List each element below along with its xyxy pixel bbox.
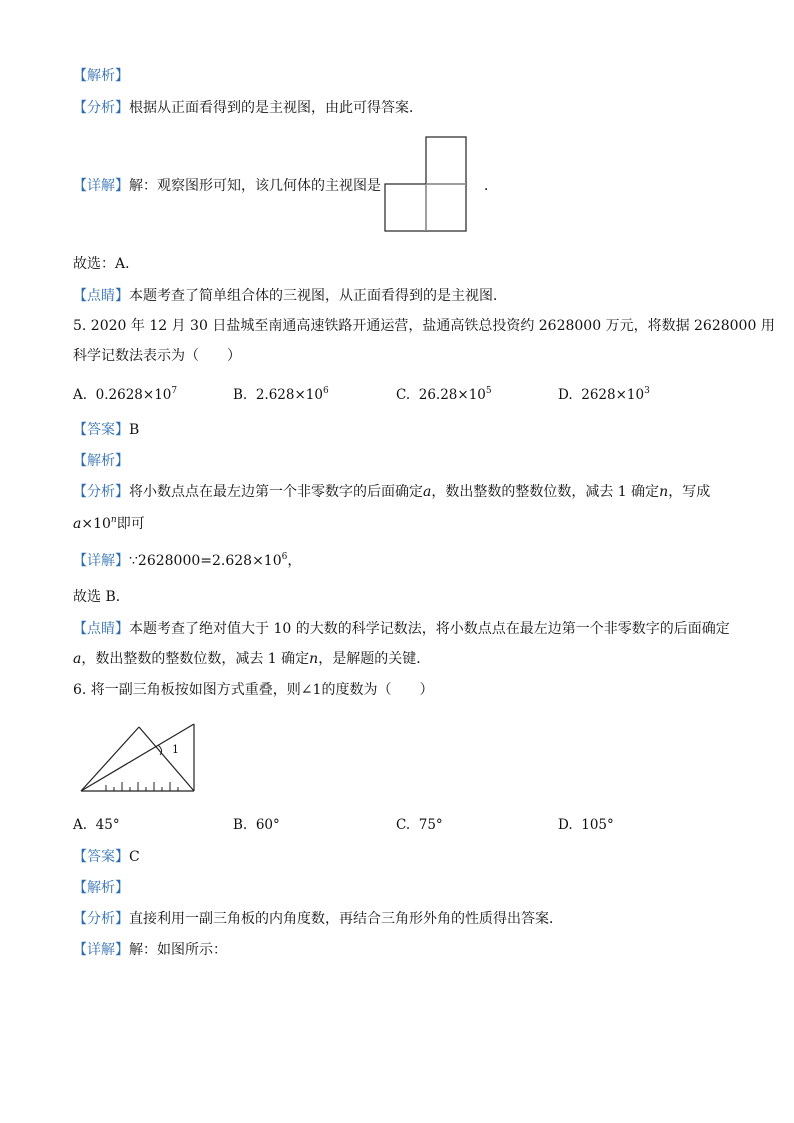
ruler-30-hypotenuse (81, 724, 194, 791)
q5-option-a: A. $0.2628\times 10^7$ (73, 386, 178, 403)
front-view-top-square (426, 137, 466, 184)
q4-detail-end: ． (484, 178, 498, 194)
q5-stem-line1: 5. 2020 年 12 月 30 日盐城至南通高速铁路开通运营，盐通高铁总投资约 2628000 万元，将数据 2628000 用 (73, 318, 775, 334)
q5-analysis-line2: $a\times 10^n$即可 (73, 515, 145, 532)
triangle-rulers-figure (78, 722, 208, 794)
q6-option-c: C. 75° (396, 817, 443, 833)
q6-detail: 【详解】解：如图所示： (73, 942, 227, 958)
q5-answer: 【答案】B (73, 422, 140, 438)
q6-jiexi-heading: 【解析】 (73, 880, 129, 896)
q6-answer: 【答案】C (73, 849, 140, 865)
q5-stem-line2: 科学记数法表示为（ ） (73, 348, 241, 364)
q4-detail: 【详解】解：观察图形可知，该几何体的主视图是 (73, 178, 381, 194)
q4-analysis: 【分析】根据从正面看得到的是主视图，由此可得答案． (73, 100, 423, 116)
q5-option-c: C. $26.28\times 10^5$ (396, 386, 492, 403)
q6-option-a: A. 45° (73, 817, 120, 833)
q4-comment: 【点睛】本题考查了简单组合体的三视图，从正面看得到的是主视图． (73, 288, 507, 304)
ruler-45-hypotenuse (81, 727, 139, 791)
q5-jiexi-heading: 【解析】 (73, 453, 129, 469)
ruler-ticks (106, 782, 178, 791)
q5-detail: 【详解】$\because 2628000=2.628\times 10^6$， (73, 552, 302, 569)
q5-comment-line1: 【点睛】本题考查了绝对值大于 10 的大数的科学记数法，将小数点点在最左边第一个非零数字的后面确定 (73, 621, 730, 637)
q6-option-d: D. 105° (558, 817, 614, 833)
q5-option-d: D. $2628\times 10^3$ (558, 386, 650, 403)
q4-jiexi-heading: 【解析】 (73, 68, 129, 84)
q6-option-b: B. 60° (233, 817, 280, 833)
q6-analysis: 【分析】直接利用一副三角板的内角度数，再结合三角形外角的性质得出答案． (73, 911, 563, 927)
q5-choice: 故选 B． (73, 589, 130, 605)
front-view-figure (383, 136, 467, 234)
q5-comment-line2: a，数出整数的整数位数，减去 1 确定n，是解题的关键． (73, 651, 431, 667)
front-view-right-square (426, 184, 466, 231)
ruler-45-right-side (139, 727, 194, 791)
angle-1-label: 1 (172, 743, 179, 756)
q5-analysis-line1: 【分析】将小数点点在最左边第一个非零数字的后面确定a，数出整数的整数位数，减去 1 确定n，写成 (73, 484, 711, 500)
front-view-left-square (385, 184, 426, 231)
q4-choice: 故选：A． (73, 256, 140, 272)
q6-stem: 6. 将一副三角板按如图方式重叠，则∠1的度数为（ ） (73, 682, 434, 698)
q5-option-b: B. $2.628\times 10^6$ (233, 386, 329, 403)
